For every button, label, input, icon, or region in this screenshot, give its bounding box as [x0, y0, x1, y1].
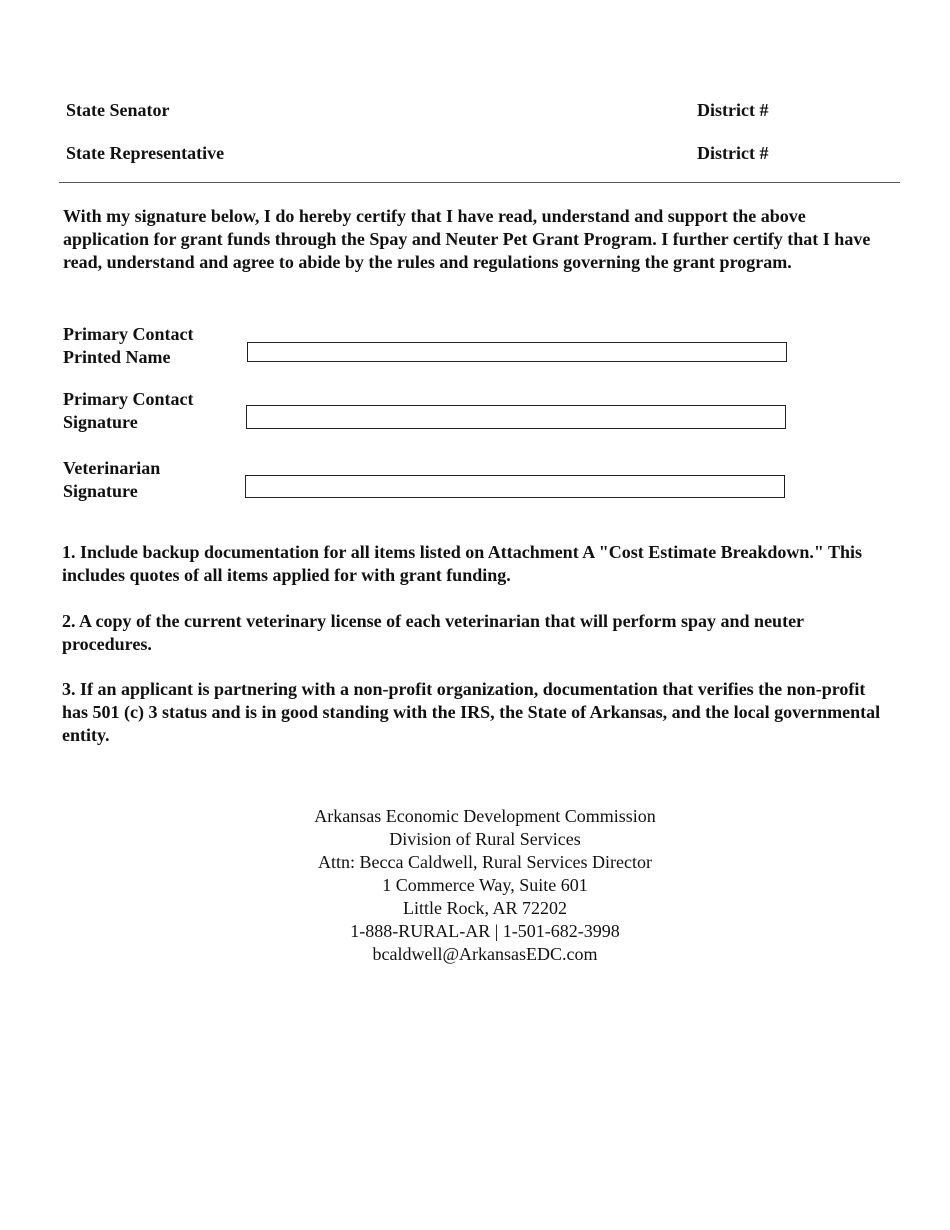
field-label-line: Printed Name	[63, 347, 171, 367]
primary-contact-signature-label	[63, 388, 243, 434]
address-city: Little Rock, AR 72202	[403, 898, 567, 918]
primary-contact-name-label	[63, 323, 243, 369]
field-label-line: Primary Contact	[63, 324, 194, 344]
state-representative-label: State Representative	[66, 143, 225, 163]
veterinarian-signature-label	[63, 457, 243, 503]
field-label-line: Primary Contact	[63, 389, 194, 409]
section-divider	[59, 182, 900, 183]
address-phone: 1-888-RURAL-AR | 1-501-682-3998	[350, 921, 620, 941]
primary-contact-printed-name-field[interactable]	[247, 342, 787, 362]
field-label-line: Signature	[63, 412, 138, 432]
senator-district-label: District #	[697, 100, 769, 120]
requirement-item-2: 2. A copy of the current veterinary license of each veterinarian that will perform spay and neuter procedures.	[62, 611, 804, 654]
requirement-item-1: 1. Include backup documentation for all items listed on Attachment A "Cost Estimate Breakdown." This includes quotes of all items applied for with grant funding.	[62, 542, 863, 585]
representative-district-label: District #	[697, 143, 769, 163]
primary-contact-signature-field[interactable]	[246, 405, 786, 429]
requirement-item-3: 3. If an applicant is partnering with a non-profit organization, documentation that verifies the non-profit has 501 (c) 3 status and is in good standing with the IRS, the State of Arkansas, and the local governmental entity.	[62, 679, 881, 745]
mailing-address	[0, 805, 950, 966]
address-street: 1 Commerce Way, Suite 601	[382, 875, 588, 895]
certification-statement: With my signature below, I do hereby certify that I have read, understand and support the above application for grant funds through the Spay and Neuter Pet Grant Program. I further certify that I have read, understand and agree to abide by the rules and regulations governing the grant program.	[63, 206, 871, 272]
veterinarian-signature-field[interactable]	[245, 475, 785, 498]
field-label-line: Veterinarian	[63, 458, 161, 478]
address-attention: Attn: Becca Caldwell, Rural Services Director	[318, 852, 652, 872]
address-organization: Arkansas Economic Development Commission	[314, 806, 656, 826]
address-email: bcaldwell@ArkansasEDC.com	[372, 944, 598, 964]
field-label-line: Signature	[63, 481, 138, 501]
address-division: Division of Rural Services	[389, 829, 581, 849]
state-senator-label: State Senator	[66, 100, 170, 120]
